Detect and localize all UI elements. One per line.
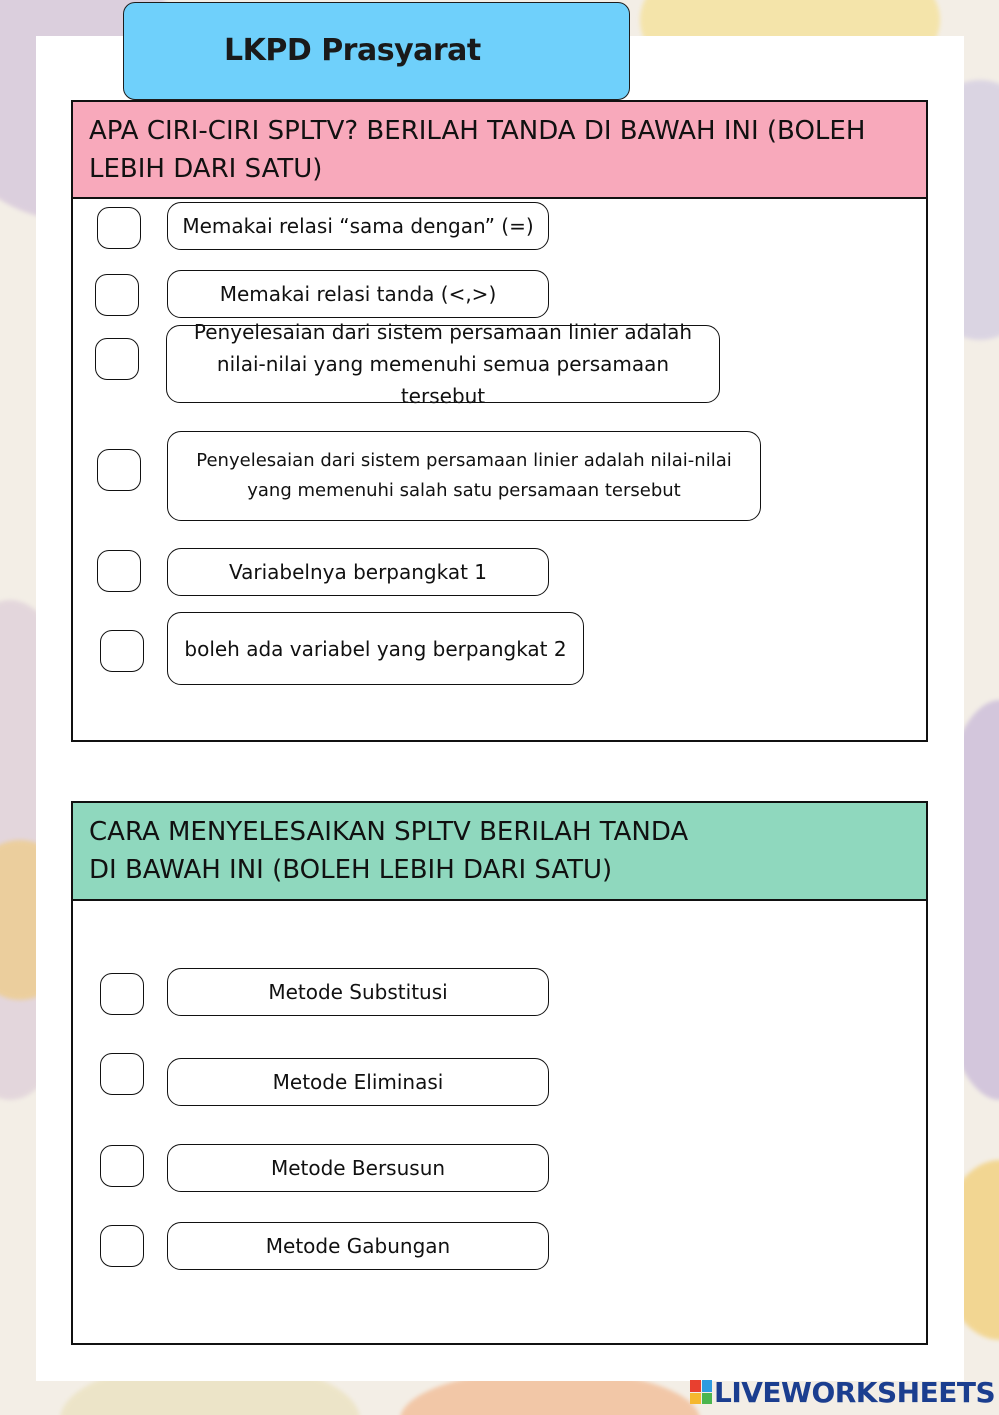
checkbox-ciri-4[interactable] [97, 449, 141, 491]
option-ciri-3 [166, 320, 720, 408]
option-metode-2-text: Metode Eliminasi [272, 1070, 444, 1094]
option-ciri-2 [167, 270, 549, 318]
option-ciri-1 [167, 202, 549, 250]
option-ciri-4 [167, 431, 761, 521]
title-tab [123, 2, 630, 100]
liveworksheets-logo-text: LIVEWORKSHEETS [714, 1375, 996, 1409]
checkbox-ciri-3[interactable] [95, 338, 139, 380]
checkbox-metode-4[interactable] [100, 1225, 144, 1267]
checkbox-ciri-5[interactable] [97, 550, 141, 592]
section1-heading [73, 102, 926, 199]
section2-heading-line1: CARA MENYELESAIKAN SPLTV BERILAH TANDA [89, 817, 689, 847]
option-ciri-2-text: Memakai relasi tanda (<,>) [219, 282, 497, 306]
option-ciri-5 [167, 548, 549, 596]
page-title: LKPD Prasyarat [224, 33, 481, 68]
option-ciri-3-text-line2: nilai-nilai yang memenuhi semua persamaan tersebut [216, 352, 670, 408]
checkbox-metode-3[interactable] [100, 1145, 144, 1187]
checkbox-ciri-1[interactable] [97, 207, 141, 249]
option-metode-gabungan [167, 1222, 549, 1270]
option-ciri-6 [167, 612, 584, 685]
option-ciri-6-text: boleh ada variabel yang berpangkat 2 [184, 636, 567, 661]
option-ciri-1-text: Memakai relasi “sama dengan” (=) [182, 214, 534, 238]
checkbox-metode-1[interactable] [100, 973, 144, 1015]
liveworksheets-logo-icon [690, 1380, 712, 1404]
option-metode-bersusun [167, 1144, 549, 1192]
option-metode-3-text: Metode Bersusun [270, 1156, 446, 1180]
option-ciri-3-text-line1: Penyelesaian dari sistem persamaan linier adalah [193, 320, 693, 344]
liveworksheets-logo[interactable] [690, 1376, 995, 1408]
option-ciri-4-text-line1: Penyelesaian dari sistem persamaan linier adalah nilai-nilai [196, 450, 732, 471]
option-metode-4-text: Metode Gabungan [265, 1234, 451, 1258]
section2-heading-line2: DI BAWAH INI (BOLEH LEBIH DARI SATU) [89, 855, 613, 885]
option-metode-substitusi [167, 968, 549, 1016]
section1-heading-line2: LEBIH DARI SATU) [89, 154, 323, 184]
option-ciri-4-text-line2: yang memenuhi salah satu persamaan tersebut [247, 480, 681, 501]
section1-heading-line1: APA CIRI-CIRI SPLTV? BERILAH TANDA DI BAWAH INI (BOLEH [89, 116, 866, 146]
option-ciri-5-text: Variabelnya berpangkat 1 [228, 560, 488, 584]
option-metode-1-text: Metode Substitusi [268, 980, 448, 1004]
checkbox-metode-2[interactable] [100, 1053, 144, 1095]
section2-heading [73, 803, 926, 901]
checkbox-ciri-6[interactable] [100, 630, 144, 672]
checkbox-ciri-2[interactable] [95, 274, 139, 316]
option-metode-eliminasi [167, 1058, 549, 1106]
